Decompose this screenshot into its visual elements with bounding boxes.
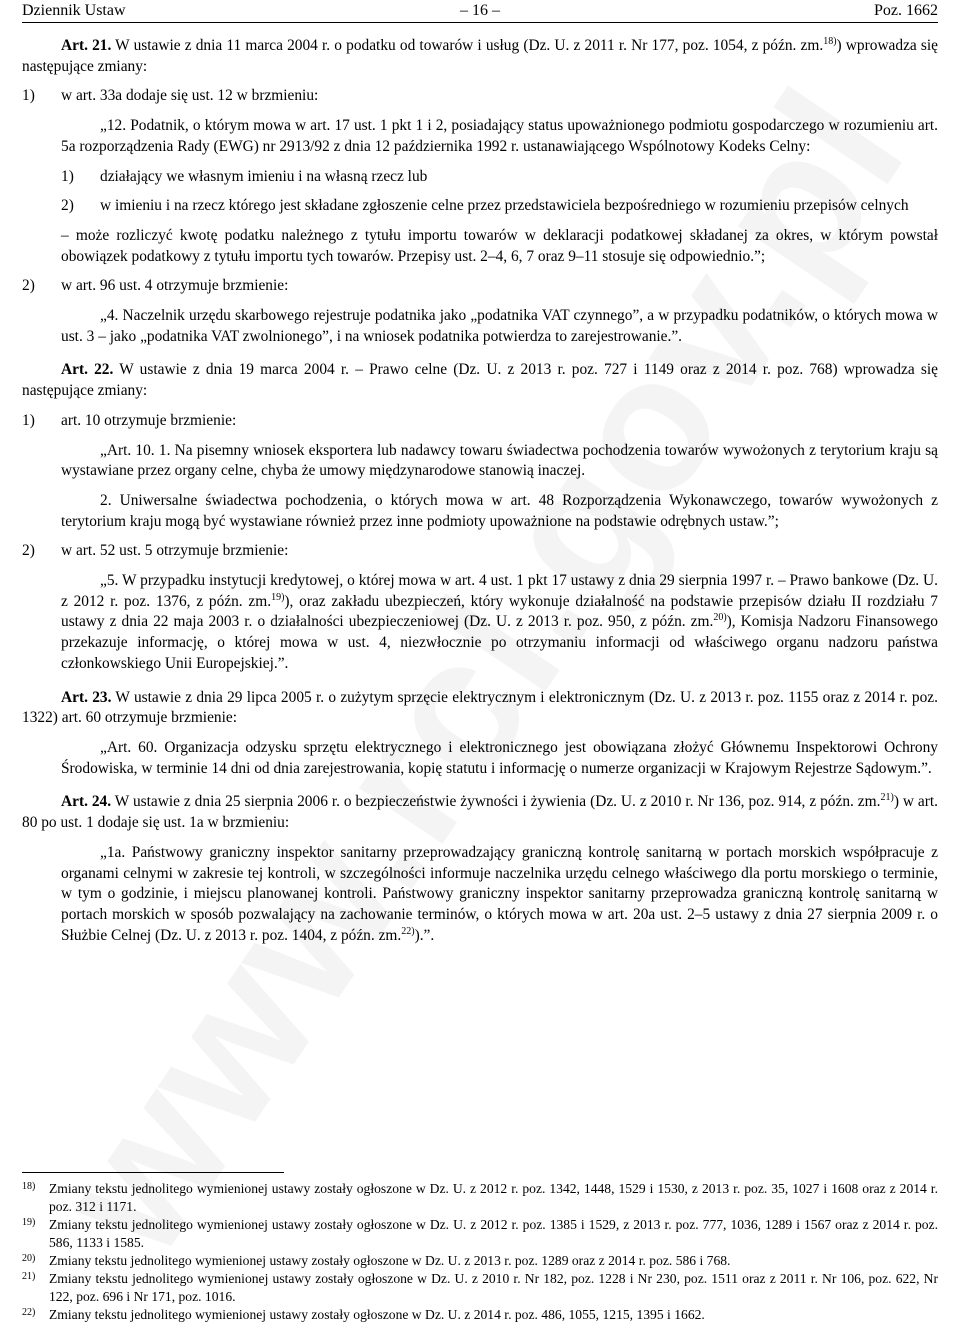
- art22-intro: Art. 22. W ustawie z dnia 19 marca 2004 r. – Prawo celne (Dz. U. z 2013 r. poz. 727 i 1149 oraz z 2014 r. poz. 768) wprowadza się następujące zmiany:: [22, 361, 938, 400]
- art23-quote-art60: „Art. 60. Organizacja odzysku sprzętu elektrycznego i elektronicznego jest obowiązana złożyć Głównemu Inspektorowi Ochrony Środowiska, w terminie 14 dni od dnia zarejestrowania, kopię statutu i informację o numerze organizacji w Krajowym Rejestrze Sądowym.”.: [61, 738, 938, 777]
- art21-quote-ust4: „4. Naczelnik urzędu skarbowego rejestruje podatnika jako „podatnika VAT czynnego”, a w przypadku podatników, o których mowa w ust. 3 – jako „podatnika VAT zwolnionego”, i na wniosek podatnika potwierdza to zarejestrowanie.”.: [61, 307, 938, 345]
- footnote-ref: 18): [823, 36, 837, 47]
- art24-label: Art. 24.: [61, 793, 112, 811]
- art22-quote-ust5: „5. W przypadku instytucji kredytowej, o której mowa w art. 4 ust. 1 pkt 17 ustawy z dnia 29 sierpnia 1997 r. – Prawo bankowe (Dz. U. z 2012 r. poz. 1376, z późn. zm.$^{19)}$), oraz zakładu ubezpieczeń, który wykonuje działalność na podstawie przepisów działu II rozdziału 7 ustawy z dnia 22 maja 2003 r. o działalności ubezpieczeniowej (Dz. U. z 2013 r. poz. 950, z późn. zm.$^{20)}$), Komisja Nadzoru Finansowego przekazuje informację, o której mowa w ust. 4, niezwłocznie po otrzymaniu informacji od właściwego organu nadzoru państwa członkowskiego Unii Europejskiej.”.: [61, 572, 938, 672]
- document-body: [22, 36, 938, 955]
- art22-quote-art10-1: „Art. 10. 1. Na pisemny wniosek eksportera lub nadawcy towaru świadectwa pochodzenia towarów wywożonych z terytorium kraju są wystawiane przez organy celne, chyba że umowy międzynarodowe stanowią inaczej.: [61, 441, 938, 480]
- page-number: – 16 –: [460, 2, 500, 19]
- art21-quote-ust12: „12. Podatnik, o którym mowa w art. 17 ust. 1 pkt 1 i 2, posiadający status upoważnionego podmiotu gospodarczego w rozumieniu art. 5a rozporządzenia Rady (EWG) nr 2913/92 z dnia 12 października 1992 r. ustanawiającego Wspólnotowy Kodeks Celny:: [61, 117, 938, 155]
- art22-point-2: 2) w art. 52 ust. 5 otrzymuje brzmienie:: [22, 542, 289, 560]
- footnote-item: 18) Zmiany tekstu jednolitego wymienionej ustawy zostały ogłoszone w Dz. U. z 2012 r. poz. 1342, 1448, 1529 i 1530, z 2013 r. poz. 35, 1027 i 1608 oraz z 2014 r. poz. 312 i 1171.: [22, 1181, 938, 1214]
- art24-quote-ust1a: „1a. Państwowy graniczny inspektor sanitarny przeprowadzający graniczną kontrolę sanitarną w portach morskich współpracuje z organami celnymi w zakresie tej kontroli, w szczególności informuje naczelnika urzędu celnego właściwego dla portu morskiego o terminie, w tym o godzinie, i miejscu planowanej kontroli. Państwowy graniczny inspektor sanitarny przeprowadza graniczną kontrolę sanitarną w portach morskich w sposób pozwalający na zachowanie terminów, o których mowa w art. 20a ust. 2–5 ustawy z dnia 27 sierpnia 2009 r. o Służbie Celnej (Dz. U. z 2013 r. poz. 1404, z późn. zm.$^{22)}$).”.: [61, 843, 938, 944]
- footnote-separator: [22, 1172, 284, 1173]
- footnote-ref: 22): [401, 925, 415, 937]
- art22-quote-art10-2: 2. Uniwersalne świadectwa pochodzenia, o których mowa w art. 48 Rozporządzenia Wykonawczego, towarów wywożonych z terytorium kraju mogą być wystawiane również przez inne podmioty upoważnione na podstawie odrębnych ustaw.”;: [61, 491, 938, 530]
- art21-point-1: 1) w art. 33a dodaje się ust. 12 w brzmieniu:: [22, 87, 319, 105]
- art21-quote-item-1: 1) działający we własnym imieniu i na własną rzecz lub: [61, 167, 428, 185]
- footnotes: [22, 1180, 938, 1324]
- footnote-item: 21) Zmiany tekstu jednolitego wymienionej ustawy zostały ogłoszone w Dz. U. z 2010 r. Nr 182, poz. 1228 i Nr 230, poz. 1511 oraz z 2011 r. Nr 106, poz. 622, Nr 122, poz. 696 i Nr 171, poz. 1016.: [22, 1271, 938, 1304]
- footnote-item: 20) Zmiany tekstu jednolitego wymienionej ustawy zostały ogłoszone w Dz. U. z 2013 r. poz. 1289 oraz z 2014 r. poz. 586 i 768.: [22, 1253, 731, 1268]
- art24-intro: Art. 24. W ustawie z dnia 25 sierpnia 2006 r. o bezpieczeństwie żywności i żywienia (Dz. U. z 2010 r. Nr 136, poz. 914, z późn. zm.$^{21)}$) w art. 80 po ust. 1 dodaje się ust. 1a w brzmieniu:: [22, 792, 939, 832]
- art22-point-1: 1) art. 10 otrzymuje brzmienie:: [22, 411, 237, 429]
- art21-intro: Art. 21. W ustawie z dnia 11 marca 2004 r. o podatku od towarów i usług (Dz. U. z 2011 r. Nr 177, poz. 1054, z późn. zm.$^{18)}$) wprowadza się następujące zmiany:: [22, 36, 938, 75]
- page-header: [22, 0, 938, 23]
- art21-point-2: 2) w art. 96 ust. 4 otrzymuje brzmienie:: [22, 277, 289, 295]
- footnote-item: 19) Zmiany tekstu jednolitego wymienionej ustawy zostały ogłoszone w Dz. U. z 2012 r. poz. 1385 i 1529, z 2013 r. poz. 777, 1036, 1289 i 1567 oraz z 2014 r. poz. 586, 1133 i 1585.: [22, 1217, 938, 1250]
- footnote-item: 22) Zmiany tekstu jednolitego wymienionej ustawy zostały ogłoszone w Dz. U. z 2014 r. poz. 486, 1055, 1215, 1395 i 1662.: [22, 1307, 705, 1322]
- journal-title: Dziennik Ustaw: [22, 2, 126, 19]
- art23-intro: Art. 23. W ustawie z dnia 29 lipca 2005 r. o zużytym sprzęcie elektrycznym i elektronicznym (Dz. U. z 2013 r. poz. 1155 oraz z 2014 r. poz. 1322) art. 60 otrzymuje brzmienie:: [22, 688, 938, 727]
- art23-label: Art. 23.: [61, 688, 112, 706]
- art21-label: Art. 21.: [61, 37, 112, 54]
- position-number: Poz. 1662: [874, 2, 938, 19]
- footnote-ref: 19): [271, 591, 285, 603]
- art21-quote-dash: – może rozliczyć kwotę podatku należnego z tytułu importu towarów w deklaracji podatkowej składanej za okres, w którym powstał obowiązek podatkowy z tytułu importu tych towarów. Przepisy ust. 2–4, 6, 7 oraz 9–11 stosuje się odpowiednio.”;: [61, 226, 938, 265]
- art22-label: Art. 22.: [61, 361, 114, 379]
- footnote-ref: 20): [713, 612, 727, 624]
- footnote-ref: 21): [880, 792, 894, 804]
- art21-quote-item-2: 2) w imieniu i na rzecz którego jest składane zgłoszenie celne przez przedstawiciela bezpośredniego w rozumieniu przepisów celnych: [61, 197, 909, 215]
